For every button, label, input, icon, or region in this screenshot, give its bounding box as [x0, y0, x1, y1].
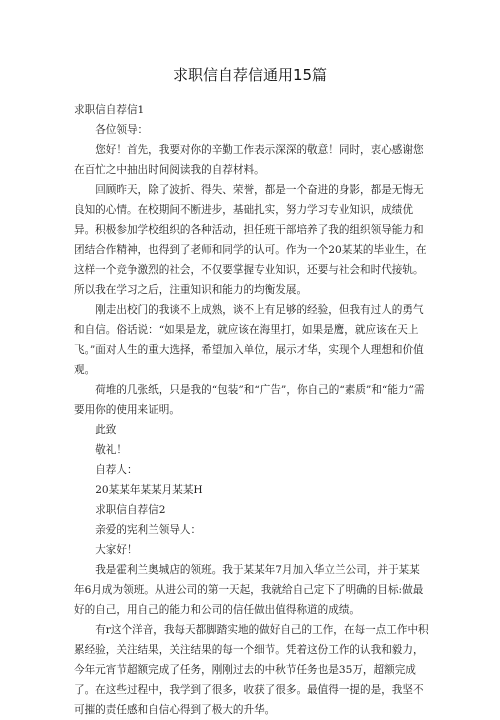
letter-1-date: 20某某年某某月某某H [95, 484, 203, 496]
letter-1-paragraph: 您好！首先，我要对你的辛勤工作表示深深的敬意！同时，衷心感谢您在百忙之中抽出时间阅读我的自荐材料。 [74, 144, 424, 176]
letter-2-paragraph: 我是霍利兰奥城店的领班。我于某某年7月加入华立兰公司，并于某某年6月成为领班。从进公司的第一天起，我就给自己定下了明确的目标:做最好的自己，用自己的能力和公司的信任做出值得称道的成绩。 [74, 564, 424, 616]
letter-2-salutation: 亲爱的宪利兰领导人： [95, 524, 202, 536]
document-body [74, 100, 430, 720]
letter-1-paragraph: 荷堆的几张纸，只是我的“包装”和“广告”，你自己的“素质”和“能力”需要用你的使用来证明。 [74, 384, 425, 416]
letter-2-greeting: 大家好！ [95, 544, 138, 556]
letter-1-salutation: 各位领导： [95, 124, 149, 136]
letter-2-heading: 求职信自荐信2 [95, 504, 166, 516]
document-title: 求职信自荐信通用15篇 [172, 66, 328, 84]
letter-1-regards: 敬礼！ [95, 444, 127, 456]
letter-1-signature-label: 自荐人： [95, 464, 138, 476]
letter-2-paragraph: 有r这个洋音，我每天都脚踏实地的做好自己的工作，在每一点工作中积累经验，关注结果，关注结果的每一个细节。凭着这份工作的认我和毅力，今年元宵节超额完成了任务，刚刚过去的中秋节任务也是35万，超额完成了。在这些过程中，我学到了很多，收获了很多。最值得一提的是，我坚不可摧的责任感和自信心得到了极大的升华。 [74, 624, 429, 716]
letter-1-paragraph: 回顾昨天，除了波折、得失、荣誉，都是一个奋进的身影，都是无悔无良知的心情。在校期间不断进步，基础扎实，努力学习专业知识，成绩优异。积极参加学校组织的各种活动，担任班干部培养了我的组织领导能力和团结合作精神，也得到了老师和同学的认可。作为一个20某某的毕业生，在这样一个竞争激烈的社会，不仅要掌握专业知识，还要与社会和时代接轨。所以我在学习之后，注重知识和能力的均衡发展。 [74, 184, 427, 296]
letter-1-closing: 此致 [95, 424, 117, 436]
letter-1-paragraph: 刚走出校门的我谈不上成熟，谈不上有足够的经验，但我有过人的勇气和自信。俗话说：“如果是龙，就应该在海里打，如果是鹰，就应该在天上飞。”面对人生的重大选择，希望加入单位，展示才华，实现个人理想和价值观。 [74, 304, 424, 376]
letter-1-heading: 求职信自荐信1 [74, 104, 145, 116]
